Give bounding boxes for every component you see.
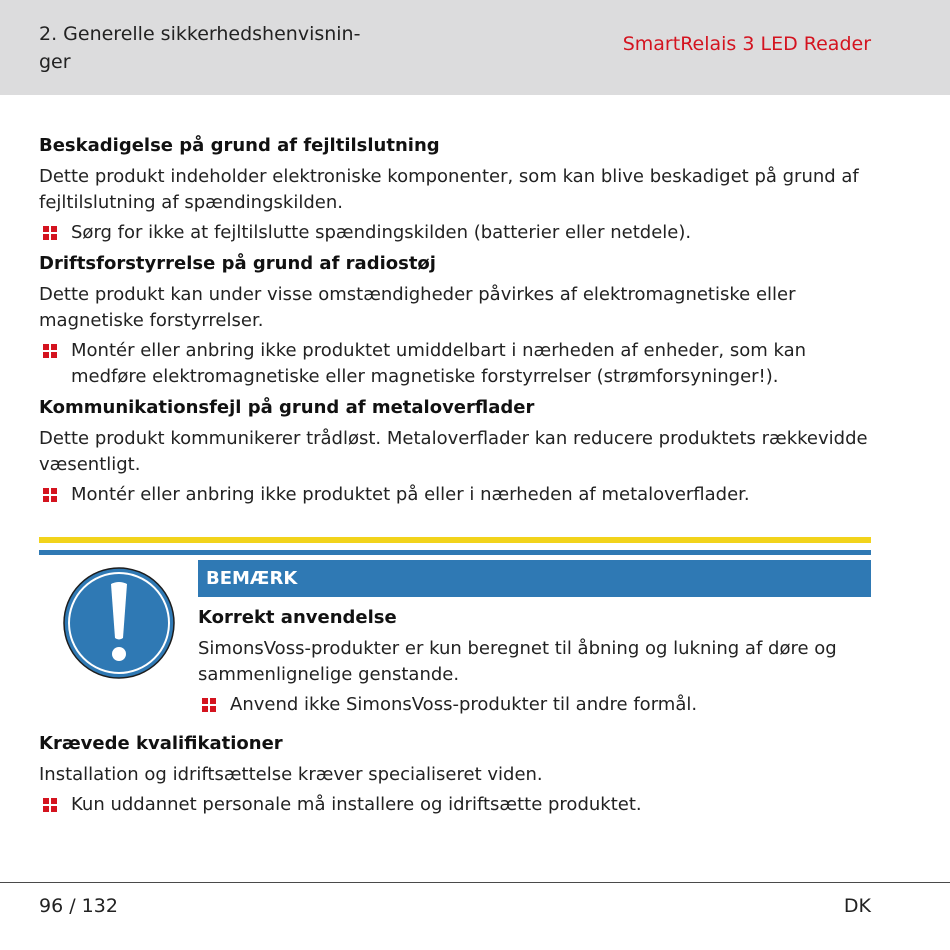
footer-divider: [0, 882, 950, 883]
section-text: Dette produkt indeholder elektroniske komponenter, som kan blive beskadiget på grund af fejltilslutning af spændingskilden.: [39, 166, 859, 213]
section-heading: Kommunikationsfejl på grund af metaloverflader: [39, 397, 535, 418]
list-item: [39, 482, 871, 508]
section-heading: Krævede kvalifikationer: [39, 733, 283, 754]
bullet-icon: [43, 488, 57, 502]
bullet-icon: [43, 344, 57, 358]
section-title: 2. Generelle sikkerhedshenvisnin- ger: [39, 23, 361, 73]
note-body: [198, 604, 871, 722]
list-item: [198, 692, 871, 718]
bullet-icon: [202, 698, 216, 712]
section-text: Dette produkt kommunikerer trådløst. Metaloverflader kan reducere produktets rækkevidde væsentligt.: [39, 428, 868, 475]
page-header: [0, 0, 950, 95]
list-item: [39, 338, 871, 390]
section-heading: Beskadigelse på grund af fejltilslutning: [39, 135, 440, 156]
note-label-bar: [198, 560, 871, 597]
bullet-text: Montér eller anbring ikke produktet på eller i nærheden af metaloverflader.: [71, 484, 750, 505]
note-text: SimonsVoss-produkter er kun beregnet til åbning og lukning af døre og sammenlignelige genstande.: [198, 638, 837, 685]
exclamation-icon: [62, 566, 176, 680]
bullet-icon: [43, 226, 57, 240]
page-number: 96 / 132: [39, 895, 118, 917]
bullet-text: Montér eller anbring ikke produktet umiddelbart i nærheden af enheder, som kan medføre elektromagnetiske eller magnetiske forstyrrelser (strømforsyninger!).: [71, 340, 807, 387]
note-divider-yellow: [39, 537, 871, 543]
section-metal-surfaces: [39, 394, 871, 508]
section-text: Dette produkt kan under visse omstændigheder påvirkes af elektromagnetiske eller magnetiske forstyrrelser.: [39, 284, 796, 331]
bullet-text: Kun uddannet personale må installere og idriftsætte produktet.: [71, 794, 642, 815]
section-text: Installation og idriftsættelse kræver specialiseret viden.: [39, 764, 543, 785]
section-faulty-connection: [39, 132, 871, 246]
section-heading: Driftsforstyrrelse på grund af radiostøj: [39, 253, 436, 274]
bullet-text: Anvend ikke SimonsVoss-produkter til andre formål.: [230, 694, 698, 715]
note-label: BEMÆRK: [206, 568, 298, 589]
section-radio-interference: [39, 250, 871, 390]
list-item: [39, 792, 871, 818]
bullet-icon: [43, 798, 57, 812]
section-qualifications: [39, 730, 871, 822]
safety-content: [39, 132, 871, 512]
language-code: DK: [843, 895, 871, 917]
note-divider-blue: [39, 550, 871, 555]
product-name: SmartRelais 3 LED Reader: [622, 33, 871, 55]
list-item: [39, 220, 871, 246]
bullet-text: Sørg for ikke at fejltilslutte spændingskilden (batterier eller netdele).: [71, 222, 692, 243]
note-heading: Korrekt anvendelse: [198, 607, 397, 628]
